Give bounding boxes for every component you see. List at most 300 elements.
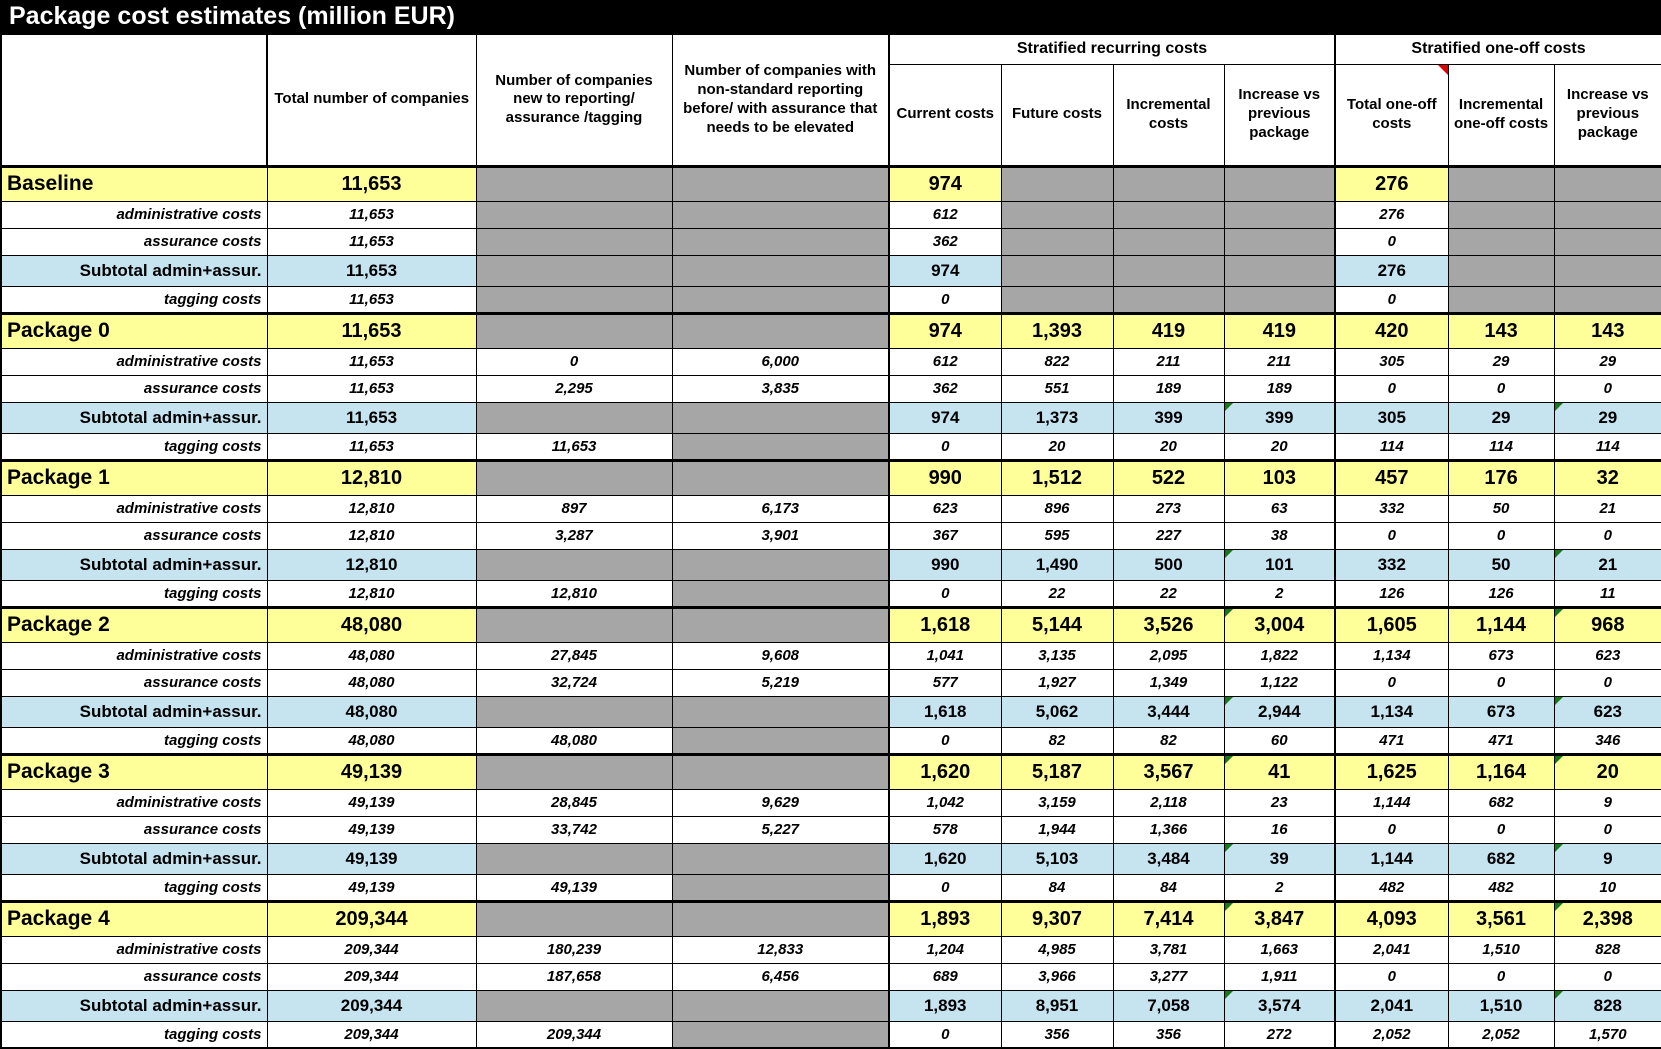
cell-total-companies[interactable]: 12,810 bbox=[267, 495, 476, 522]
cell-total-companies[interactable]: 209,344 bbox=[267, 901, 476, 936]
col-header-increase-vs-previous[interactable]: Increase vs previous package bbox=[1224, 64, 1335, 166]
cell-non-standard-companies[interactable] bbox=[672, 228, 889, 255]
cell-future-costs[interactable] bbox=[1001, 166, 1113, 201]
cell-current-costs[interactable]: 974 bbox=[889, 166, 1001, 201]
cell-incremental-one-off-costs[interactable]: 3,561 bbox=[1448, 901, 1554, 936]
cell-incremental-costs[interactable]: 3,444 bbox=[1113, 696, 1224, 727]
cell-incremental-costs[interactable]: 227 bbox=[1113, 522, 1224, 549]
cell-total-one-off-costs[interactable]: 0 bbox=[1335, 669, 1448, 696]
row-label[interactable]: Package 4 bbox=[1, 901, 267, 936]
cell-current-costs[interactable]: 990 bbox=[889, 460, 1001, 495]
cell-total-one-off-costs[interactable]: 0 bbox=[1335, 816, 1448, 843]
cell-total-one-off-costs[interactable]: 114 bbox=[1335, 433, 1448, 460]
cell-increase-vs-previous[interactable]: 2 bbox=[1224, 874, 1335, 901]
cell-increase-vs-previous[interactable]: 3,847 bbox=[1224, 901, 1335, 936]
cell-new-companies[interactable] bbox=[476, 990, 672, 1021]
cell-increase-vs-previous[interactable] bbox=[1224, 228, 1335, 255]
cell-total-companies[interactable]: 11,653 bbox=[267, 286, 476, 313]
cell-future-costs[interactable]: 84 bbox=[1001, 874, 1113, 901]
cell-increase-vs-previous-one-off[interactable]: 623 bbox=[1554, 642, 1661, 669]
cell-current-costs[interactable]: 577 bbox=[889, 669, 1001, 696]
cell-total-companies[interactable]: 48,080 bbox=[267, 696, 476, 727]
cell-new-companies[interactable]: 12,810 bbox=[476, 580, 672, 607]
cell-non-standard-companies[interactable] bbox=[672, 696, 889, 727]
cell-increase-vs-previous-one-off[interactable] bbox=[1554, 228, 1661, 255]
cell-increase-vs-previous-one-off[interactable]: 346 bbox=[1554, 727, 1661, 754]
row-label[interactable]: tagging costs bbox=[1, 433, 267, 460]
cell-new-companies[interactable]: 897 bbox=[476, 495, 672, 522]
col-header-total-one-off-costs[interactable] bbox=[1335, 64, 1448, 166]
cell-total-one-off-costs[interactable]: 0 bbox=[1335, 522, 1448, 549]
cell-non-standard-companies[interactable] bbox=[672, 874, 889, 901]
cell-future-costs[interactable]: 1,927 bbox=[1001, 669, 1113, 696]
cell-total-companies[interactable]: 11,653 bbox=[267, 348, 476, 375]
cell-non-standard-companies[interactable] bbox=[672, 255, 889, 286]
cell-increase-vs-previous-one-off[interactable] bbox=[1554, 166, 1661, 201]
cell-increase-vs-previous-one-off[interactable]: 143 bbox=[1554, 313, 1661, 348]
cell-new-companies[interactable] bbox=[476, 286, 672, 313]
cell-increase-vs-previous-one-off[interactable]: 968 bbox=[1554, 607, 1661, 642]
cell-increase-vs-previous-one-off[interactable]: 0 bbox=[1554, 522, 1661, 549]
cell-incremental-one-off-costs[interactable] bbox=[1448, 255, 1554, 286]
cell-incremental-one-off-costs[interactable]: 682 bbox=[1448, 789, 1554, 816]
cell-current-costs[interactable]: 0 bbox=[889, 580, 1001, 607]
cell-increase-vs-previous[interactable]: 419 bbox=[1224, 313, 1335, 348]
cell-incremental-one-off-costs[interactable]: 1,510 bbox=[1448, 990, 1554, 1021]
cell-total-companies[interactable]: 12,810 bbox=[267, 549, 476, 580]
row-label[interactable]: Package 1 bbox=[1, 460, 267, 495]
row-label[interactable]: administrative costs bbox=[1, 348, 267, 375]
cell-new-companies[interactable] bbox=[476, 166, 672, 201]
col-header-future-costs[interactable]: Future costs bbox=[1001, 64, 1113, 166]
cell-increase-vs-previous-one-off[interactable]: 21 bbox=[1554, 495, 1661, 522]
cell-total-companies[interactable]: 48,080 bbox=[267, 642, 476, 669]
cell-increase-vs-previous[interactable]: 2,944 bbox=[1224, 696, 1335, 727]
cell-future-costs[interactable]: 3,966 bbox=[1001, 963, 1113, 990]
cell-increase-vs-previous-one-off[interactable]: 11 bbox=[1554, 580, 1661, 607]
cell-new-companies[interactable]: 32,724 bbox=[476, 669, 672, 696]
cell-total-companies[interactable]: 11,653 bbox=[267, 228, 476, 255]
cell-future-costs[interactable]: 356 bbox=[1001, 1021, 1113, 1048]
cell-total-companies[interactable]: 11,653 bbox=[267, 313, 476, 348]
row-label[interactable]: Package 0 bbox=[1, 313, 267, 348]
cell-incremental-one-off-costs[interactable]: 126 bbox=[1448, 580, 1554, 607]
row-label[interactable]: assurance costs bbox=[1, 963, 267, 990]
cell-increase-vs-previous-one-off[interactable]: 0 bbox=[1554, 375, 1661, 402]
cell-current-costs[interactable]: 362 bbox=[889, 228, 1001, 255]
cell-increase-vs-previous[interactable]: 38 bbox=[1224, 522, 1335, 549]
cell-total-one-off-costs[interactable]: 305 bbox=[1335, 402, 1448, 433]
cell-increase-vs-previous[interactable]: 63 bbox=[1224, 495, 1335, 522]
cell-non-standard-companies[interactable] bbox=[672, 990, 889, 1021]
cell-new-companies[interactable]: 27,845 bbox=[476, 642, 672, 669]
cell-increase-vs-previous-one-off[interactable]: 0 bbox=[1554, 816, 1661, 843]
cell-non-standard-companies[interactable] bbox=[672, 901, 889, 936]
cell-total-companies[interactable]: 11,653 bbox=[267, 433, 476, 460]
row-label[interactable]: Subtotal admin+assur. bbox=[1, 990, 267, 1021]
cell-increase-vs-previous-one-off[interactable]: 29 bbox=[1554, 348, 1661, 375]
row-label[interactable]: Package 2 bbox=[1, 607, 267, 642]
cell-future-costs[interactable]: 1,373 bbox=[1001, 402, 1113, 433]
cell-non-standard-companies[interactable]: 3,901 bbox=[672, 522, 889, 549]
row-label[interactable]: administrative costs bbox=[1, 495, 267, 522]
cell-incremental-costs[interactable]: 399 bbox=[1113, 402, 1224, 433]
cell-non-standard-companies[interactable]: 6,173 bbox=[672, 495, 889, 522]
cell-increase-vs-previous[interactable]: 1,663 bbox=[1224, 936, 1335, 963]
cell-incremental-costs[interactable]: 500 bbox=[1113, 549, 1224, 580]
cell-increase-vs-previous[interactable] bbox=[1224, 255, 1335, 286]
cell-new-companies[interactable]: 11,653 bbox=[476, 433, 672, 460]
cell-future-costs[interactable]: 20 bbox=[1001, 433, 1113, 460]
cell-incremental-one-off-costs[interactable]: 673 bbox=[1448, 696, 1554, 727]
cell-incremental-costs[interactable]: 3,277 bbox=[1113, 963, 1224, 990]
cell-current-costs[interactable]: 612 bbox=[889, 201, 1001, 228]
cell-increase-vs-previous[interactable]: 189 bbox=[1224, 375, 1335, 402]
cell-new-companies[interactable]: 0 bbox=[476, 348, 672, 375]
cell-total-one-off-costs[interactable]: 276 bbox=[1335, 201, 1448, 228]
cell-current-costs[interactable]: 1,618 bbox=[889, 607, 1001, 642]
cell-future-costs[interactable]: 1,490 bbox=[1001, 549, 1113, 580]
cell-current-costs[interactable]: 0 bbox=[889, 874, 1001, 901]
cell-total-companies[interactable]: 12,810 bbox=[267, 522, 476, 549]
cell-incremental-one-off-costs[interactable]: 1,144 bbox=[1448, 607, 1554, 642]
cell-increase-vs-previous[interactable]: 272 bbox=[1224, 1021, 1335, 1048]
cell-total-companies[interactable]: 49,139 bbox=[267, 789, 476, 816]
cell-total-one-off-costs[interactable]: 0 bbox=[1335, 228, 1448, 255]
cell-incremental-costs[interactable]: 2,095 bbox=[1113, 642, 1224, 669]
cell-total-companies[interactable]: 48,080 bbox=[267, 727, 476, 754]
cell-non-standard-companies[interactable] bbox=[672, 460, 889, 495]
cell-total-one-off-costs[interactable]: 471 bbox=[1335, 727, 1448, 754]
cell-incremental-costs[interactable]: 356 bbox=[1113, 1021, 1224, 1048]
cell-increase-vs-previous[interactable]: 211 bbox=[1224, 348, 1335, 375]
cell-increase-vs-previous-one-off[interactable]: 1,570 bbox=[1554, 1021, 1661, 1048]
cell-total-one-off-costs[interactable]: 332 bbox=[1335, 549, 1448, 580]
cell-total-companies[interactable]: 209,344 bbox=[267, 990, 476, 1021]
cell-increase-vs-previous-one-off[interactable]: 828 bbox=[1554, 990, 1661, 1021]
cell-incremental-costs[interactable]: 189 bbox=[1113, 375, 1224, 402]
cell-increase-vs-previous[interactable]: 3,574 bbox=[1224, 990, 1335, 1021]
cell-incremental-costs[interactable]: 82 bbox=[1113, 727, 1224, 754]
col-header-total-companies[interactable]: Total number of companies bbox=[267, 34, 476, 166]
cell-total-companies[interactable]: 49,139 bbox=[267, 754, 476, 789]
cell-new-companies[interactable]: 33,742 bbox=[476, 816, 672, 843]
cell-total-companies[interactable]: 11,653 bbox=[267, 402, 476, 433]
cell-increase-vs-previous-one-off[interactable]: 114 bbox=[1554, 433, 1661, 460]
cell-incremental-one-off-costs[interactable]: 471 bbox=[1448, 727, 1554, 754]
cell-incremental-costs[interactable]: 273 bbox=[1113, 495, 1224, 522]
row-label[interactable]: tagging costs bbox=[1, 727, 267, 754]
cell-total-one-off-costs[interactable]: 0 bbox=[1335, 963, 1448, 990]
row-label[interactable]: Subtotal admin+assur. bbox=[1, 402, 267, 433]
row-label[interactable]: tagging costs bbox=[1, 580, 267, 607]
cell-increase-vs-previous-one-off[interactable]: 21 bbox=[1554, 549, 1661, 580]
cell-increase-vs-previous[interactable]: 103 bbox=[1224, 460, 1335, 495]
cell-non-standard-companies[interactable]: 3,835 bbox=[672, 375, 889, 402]
cell-current-costs[interactable]: 689 bbox=[889, 963, 1001, 990]
cell-non-standard-companies[interactable] bbox=[672, 843, 889, 874]
cell-total-one-off-costs[interactable]: 1,144 bbox=[1335, 789, 1448, 816]
cell-total-one-off-costs[interactable]: 1,134 bbox=[1335, 642, 1448, 669]
cell-total-companies[interactable]: 209,344 bbox=[267, 963, 476, 990]
cell-future-costs[interactable]: 1,944 bbox=[1001, 816, 1113, 843]
cell-non-standard-companies[interactable] bbox=[672, 433, 889, 460]
cell-total-one-off-costs[interactable]: 457 bbox=[1335, 460, 1448, 495]
row-label[interactable]: Subtotal admin+assur. bbox=[1, 549, 267, 580]
cell-new-companies[interactable] bbox=[476, 313, 672, 348]
cell-incremental-costs[interactable]: 1,349 bbox=[1113, 669, 1224, 696]
cell-incremental-one-off-costs[interactable]: 176 bbox=[1448, 460, 1554, 495]
cell-total-one-off-costs[interactable]: 0 bbox=[1335, 375, 1448, 402]
cell-future-costs[interactable] bbox=[1001, 201, 1113, 228]
cell-incremental-costs[interactable]: 3,484 bbox=[1113, 843, 1224, 874]
cell-incremental-costs[interactable]: 3,526 bbox=[1113, 607, 1224, 642]
cell-total-one-off-costs[interactable]: 332 bbox=[1335, 495, 1448, 522]
cell-increase-vs-previous[interactable]: 101 bbox=[1224, 549, 1335, 580]
cell-total-one-off-costs[interactable]: 420 bbox=[1335, 313, 1448, 348]
cell-future-costs[interactable]: 551 bbox=[1001, 375, 1113, 402]
cell-new-companies[interactable] bbox=[476, 843, 672, 874]
cell-total-companies[interactable]: 48,080 bbox=[267, 669, 476, 696]
cell-total-one-off-costs[interactable]: 2,041 bbox=[1335, 936, 1448, 963]
cell-future-costs[interactable]: 1,393 bbox=[1001, 313, 1113, 348]
cell-total-companies[interactable]: 12,810 bbox=[267, 580, 476, 607]
cell-increase-vs-previous[interactable]: 399 bbox=[1224, 402, 1335, 433]
cell-non-standard-companies[interactable] bbox=[672, 313, 889, 348]
cell-future-costs[interactable]: 5,144 bbox=[1001, 607, 1113, 642]
cell-current-costs[interactable]: 0 bbox=[889, 727, 1001, 754]
cell-total-companies[interactable]: 12,810 bbox=[267, 460, 476, 495]
cell-future-costs[interactable]: 5,187 bbox=[1001, 754, 1113, 789]
cell-increase-vs-previous-one-off[interactable]: 9 bbox=[1554, 789, 1661, 816]
cell-future-costs[interactable] bbox=[1001, 228, 1113, 255]
cell-current-costs[interactable]: 1,041 bbox=[889, 642, 1001, 669]
cell-current-costs[interactable]: 362 bbox=[889, 375, 1001, 402]
cell-incremental-one-off-costs[interactable]: 50 bbox=[1448, 549, 1554, 580]
cell-future-costs[interactable]: 22 bbox=[1001, 580, 1113, 607]
cell-total-one-off-costs[interactable]: 0 bbox=[1335, 286, 1448, 313]
cell-new-companies[interactable] bbox=[476, 255, 672, 286]
cell-non-standard-companies[interactable] bbox=[672, 201, 889, 228]
cell-current-costs[interactable]: 1,042 bbox=[889, 789, 1001, 816]
cell-total-one-off-costs[interactable]: 1,625 bbox=[1335, 754, 1448, 789]
row-label[interactable]: assurance costs bbox=[1, 228, 267, 255]
cell-incremental-one-off-costs[interactable]: 0 bbox=[1448, 375, 1554, 402]
row-label[interactable]: administrative costs bbox=[1, 201, 267, 228]
cell-increase-vs-previous[interactable] bbox=[1224, 166, 1335, 201]
cell-total-companies[interactable]: 11,653 bbox=[267, 201, 476, 228]
cell-incremental-costs[interactable] bbox=[1113, 286, 1224, 313]
cell-future-costs[interactable]: 9,307 bbox=[1001, 901, 1113, 936]
cell-incremental-costs[interactable] bbox=[1113, 228, 1224, 255]
cell-future-costs[interactable]: 896 bbox=[1001, 495, 1113, 522]
cell-current-costs[interactable]: 1,204 bbox=[889, 936, 1001, 963]
row-label[interactable]: Subtotal admin+assur. bbox=[1, 843, 267, 874]
cell-increase-vs-previous-one-off[interactable] bbox=[1554, 255, 1661, 286]
cell-incremental-costs[interactable]: 419 bbox=[1113, 313, 1224, 348]
cell-total-one-off-costs[interactable]: 126 bbox=[1335, 580, 1448, 607]
cell-future-costs[interactable]: 595 bbox=[1001, 522, 1113, 549]
cell-future-costs[interactable]: 5,103 bbox=[1001, 843, 1113, 874]
cell-increase-vs-previous-one-off[interactable]: 2,398 bbox=[1554, 901, 1661, 936]
group-header-one-off-costs[interactable]: Stratified one-off costs bbox=[1335, 34, 1661, 64]
cell-current-costs[interactable]: 0 bbox=[889, 1021, 1001, 1048]
cell-current-costs[interactable]: 1,893 bbox=[889, 990, 1001, 1021]
cell-non-standard-companies[interactable] bbox=[672, 607, 889, 642]
cell-non-standard-companies[interactable] bbox=[672, 286, 889, 313]
cell-current-costs[interactable]: 1,620 bbox=[889, 754, 1001, 789]
cell-current-costs[interactable]: 1,893 bbox=[889, 901, 1001, 936]
cell-incremental-one-off-costs[interactable]: 143 bbox=[1448, 313, 1554, 348]
cell-incremental-one-off-costs[interactable]: 482 bbox=[1448, 874, 1554, 901]
cell-new-companies[interactable] bbox=[476, 607, 672, 642]
cell-incremental-one-off-costs[interactable] bbox=[1448, 228, 1554, 255]
cell-incremental-one-off-costs[interactable]: 1,510 bbox=[1448, 936, 1554, 963]
cell-increase-vs-previous[interactable]: 41 bbox=[1224, 754, 1335, 789]
cell-non-standard-companies[interactable] bbox=[672, 166, 889, 201]
cell-current-costs[interactable]: 990 bbox=[889, 549, 1001, 580]
cell-increase-vs-previous-one-off[interactable]: 0 bbox=[1554, 669, 1661, 696]
cell-incremental-costs[interactable] bbox=[1113, 201, 1224, 228]
cell-new-companies[interactable]: 48,080 bbox=[476, 727, 672, 754]
cell-increase-vs-previous-one-off[interactable]: 29 bbox=[1554, 402, 1661, 433]
cell-increase-vs-previous[interactable]: 23 bbox=[1224, 789, 1335, 816]
col-header-new-companies[interactable]: Number of companies new to reporting/ assurance /tagging bbox=[476, 34, 672, 166]
cell-increase-vs-previous[interactable] bbox=[1224, 201, 1335, 228]
cell-incremental-one-off-costs[interactable]: 2,052 bbox=[1448, 1021, 1554, 1048]
cell-total-companies[interactable]: 49,139 bbox=[267, 874, 476, 901]
cell-total-companies[interactable]: 11,653 bbox=[267, 255, 476, 286]
cell-new-companies[interactable] bbox=[476, 754, 672, 789]
cell-new-companies[interactable]: 187,658 bbox=[476, 963, 672, 990]
cell-incremental-costs[interactable]: 3,567 bbox=[1113, 754, 1224, 789]
cell-total-one-off-costs[interactable]: 1,134 bbox=[1335, 696, 1448, 727]
cell-increase-vs-previous[interactable] bbox=[1224, 286, 1335, 313]
cell-total-companies[interactable]: 11,653 bbox=[267, 166, 476, 201]
col-header-increase-vs-previous-one-off[interactable]: Increase vs previous package bbox=[1554, 64, 1661, 166]
cell-increase-vs-previous[interactable]: 1,822 bbox=[1224, 642, 1335, 669]
row-label[interactable]: administrative costs bbox=[1, 642, 267, 669]
cell-current-costs[interactable]: 612 bbox=[889, 348, 1001, 375]
cell-increase-vs-previous[interactable]: 2 bbox=[1224, 580, 1335, 607]
cell-new-companies[interactable] bbox=[476, 696, 672, 727]
cell-incremental-one-off-costs[interactable]: 0 bbox=[1448, 522, 1554, 549]
cell-increase-vs-previous-one-off[interactable]: 20 bbox=[1554, 754, 1661, 789]
cell-incremental-one-off-costs[interactable] bbox=[1448, 166, 1554, 201]
row-label[interactable]: Subtotal admin+assur. bbox=[1, 255, 267, 286]
row-label[interactable]: assurance costs bbox=[1, 816, 267, 843]
row-label[interactable]: administrative costs bbox=[1, 789, 267, 816]
cell-future-costs[interactable]: 3,159 bbox=[1001, 789, 1113, 816]
cell-new-companies[interactable]: 3,287 bbox=[476, 522, 672, 549]
cell-current-costs[interactable]: 623 bbox=[889, 495, 1001, 522]
cell-non-standard-companies[interactable] bbox=[672, 402, 889, 433]
cell-incremental-costs[interactable]: 3,781 bbox=[1113, 936, 1224, 963]
cell-incremental-one-off-costs[interactable]: 29 bbox=[1448, 402, 1554, 433]
cell-incremental-one-off-costs[interactable] bbox=[1448, 201, 1554, 228]
cell-total-one-off-costs[interactable]: 482 bbox=[1335, 874, 1448, 901]
cell-non-standard-companies[interactable]: 9,629 bbox=[672, 789, 889, 816]
cell-incremental-one-off-costs[interactable]: 50 bbox=[1448, 495, 1554, 522]
cell-future-costs[interactable]: 4,985 bbox=[1001, 936, 1113, 963]
cell-increase-vs-previous-one-off[interactable]: 828 bbox=[1554, 936, 1661, 963]
cell-non-standard-companies[interactable] bbox=[672, 580, 889, 607]
cell-total-companies[interactable]: 11,653 bbox=[267, 375, 476, 402]
cell-new-companies[interactable] bbox=[476, 201, 672, 228]
cell-new-companies[interactable] bbox=[476, 901, 672, 936]
cell-incremental-costs[interactable]: 7,414 bbox=[1113, 901, 1224, 936]
cell-future-costs[interactable]: 8,951 bbox=[1001, 990, 1113, 1021]
row-label[interactable]: Subtotal admin+assur. bbox=[1, 696, 267, 727]
cell-current-costs[interactable]: 578 bbox=[889, 816, 1001, 843]
cell-non-standard-companies[interactable] bbox=[672, 754, 889, 789]
cell-future-costs[interactable]: 3,135 bbox=[1001, 642, 1113, 669]
cell-current-costs[interactable]: 367 bbox=[889, 522, 1001, 549]
cell-increase-vs-previous-one-off[interactable]: 10 bbox=[1554, 874, 1661, 901]
cell-future-costs[interactable] bbox=[1001, 255, 1113, 286]
cell-incremental-one-off-costs[interactable]: 0 bbox=[1448, 669, 1554, 696]
cell-new-companies[interactable]: 209,344 bbox=[476, 1021, 672, 1048]
col-header-non-standard-companies[interactable]: Number of companies with non-standard reporting before/ with assurance that needs to be elevated bbox=[672, 34, 889, 166]
cell-increase-vs-previous-one-off[interactable] bbox=[1554, 201, 1661, 228]
cell-current-costs[interactable]: 1,618 bbox=[889, 696, 1001, 727]
cell-new-companies[interactable]: 180,239 bbox=[476, 936, 672, 963]
cell-increase-vs-previous[interactable]: 39 bbox=[1224, 843, 1335, 874]
cell-future-costs[interactable]: 82 bbox=[1001, 727, 1113, 754]
cell-increase-vs-previous-one-off[interactable] bbox=[1554, 286, 1661, 313]
cell-current-costs[interactable]: 1,620 bbox=[889, 843, 1001, 874]
cell-total-one-off-costs[interactable]: 1,605 bbox=[1335, 607, 1448, 642]
cell-incremental-one-off-costs[interactable] bbox=[1448, 286, 1554, 313]
cell-incremental-one-off-costs[interactable]: 0 bbox=[1448, 816, 1554, 843]
cell-total-companies[interactable]: 49,139 bbox=[267, 816, 476, 843]
cell-incremental-costs[interactable]: 1,366 bbox=[1113, 816, 1224, 843]
cell-total-companies[interactable]: 209,344 bbox=[267, 936, 476, 963]
corner-header-cell[interactable] bbox=[1, 34, 267, 166]
cell-current-costs[interactable]: 0 bbox=[889, 286, 1001, 313]
cell-non-standard-companies[interactable]: 9,608 bbox=[672, 642, 889, 669]
row-label[interactable]: tagging costs bbox=[1, 1021, 267, 1048]
cell-increase-vs-previous[interactable]: 1,122 bbox=[1224, 669, 1335, 696]
cell-non-standard-companies[interactable]: 5,227 bbox=[672, 816, 889, 843]
cell-total-one-off-costs[interactable]: 276 bbox=[1335, 166, 1448, 201]
row-label[interactable]: administrative costs bbox=[1, 936, 267, 963]
cell-increase-vs-previous[interactable]: 20 bbox=[1224, 433, 1335, 460]
row-label[interactable]: assurance costs bbox=[1, 669, 267, 696]
cell-incremental-one-off-costs[interactable]: 29 bbox=[1448, 348, 1554, 375]
cell-increase-vs-previous[interactable]: 3,004 bbox=[1224, 607, 1335, 642]
cell-non-standard-companies[interactable] bbox=[672, 727, 889, 754]
cell-incremental-one-off-costs[interactable]: 673 bbox=[1448, 642, 1554, 669]
cell-total-one-off-costs[interactable]: 2,052 bbox=[1335, 1021, 1448, 1048]
cell-new-companies[interactable]: 2,295 bbox=[476, 375, 672, 402]
row-label[interactable]: Package 3 bbox=[1, 754, 267, 789]
cell-incremental-costs[interactable]: 20 bbox=[1113, 433, 1224, 460]
cell-non-standard-companies[interactable]: 12,833 bbox=[672, 936, 889, 963]
cell-incremental-one-off-costs[interactable]: 114 bbox=[1448, 433, 1554, 460]
cell-incremental-one-off-costs[interactable]: 1,164 bbox=[1448, 754, 1554, 789]
cell-current-costs[interactable]: 0 bbox=[889, 433, 1001, 460]
cell-increase-vs-previous-one-off[interactable]: 623 bbox=[1554, 696, 1661, 727]
cell-total-one-off-costs[interactable]: 305 bbox=[1335, 348, 1448, 375]
cell-incremental-costs[interactable]: 84 bbox=[1113, 874, 1224, 901]
cell-increase-vs-previous-one-off[interactable]: 9 bbox=[1554, 843, 1661, 874]
cell-current-costs[interactable]: 974 bbox=[889, 313, 1001, 348]
cell-increase-vs-previous[interactable]: 16 bbox=[1224, 816, 1335, 843]
cell-incremental-costs[interactable] bbox=[1113, 255, 1224, 286]
cell-increase-vs-previous[interactable]: 1,911 bbox=[1224, 963, 1335, 990]
col-header-incremental-costs[interactable]: Incremental costs bbox=[1113, 64, 1224, 166]
